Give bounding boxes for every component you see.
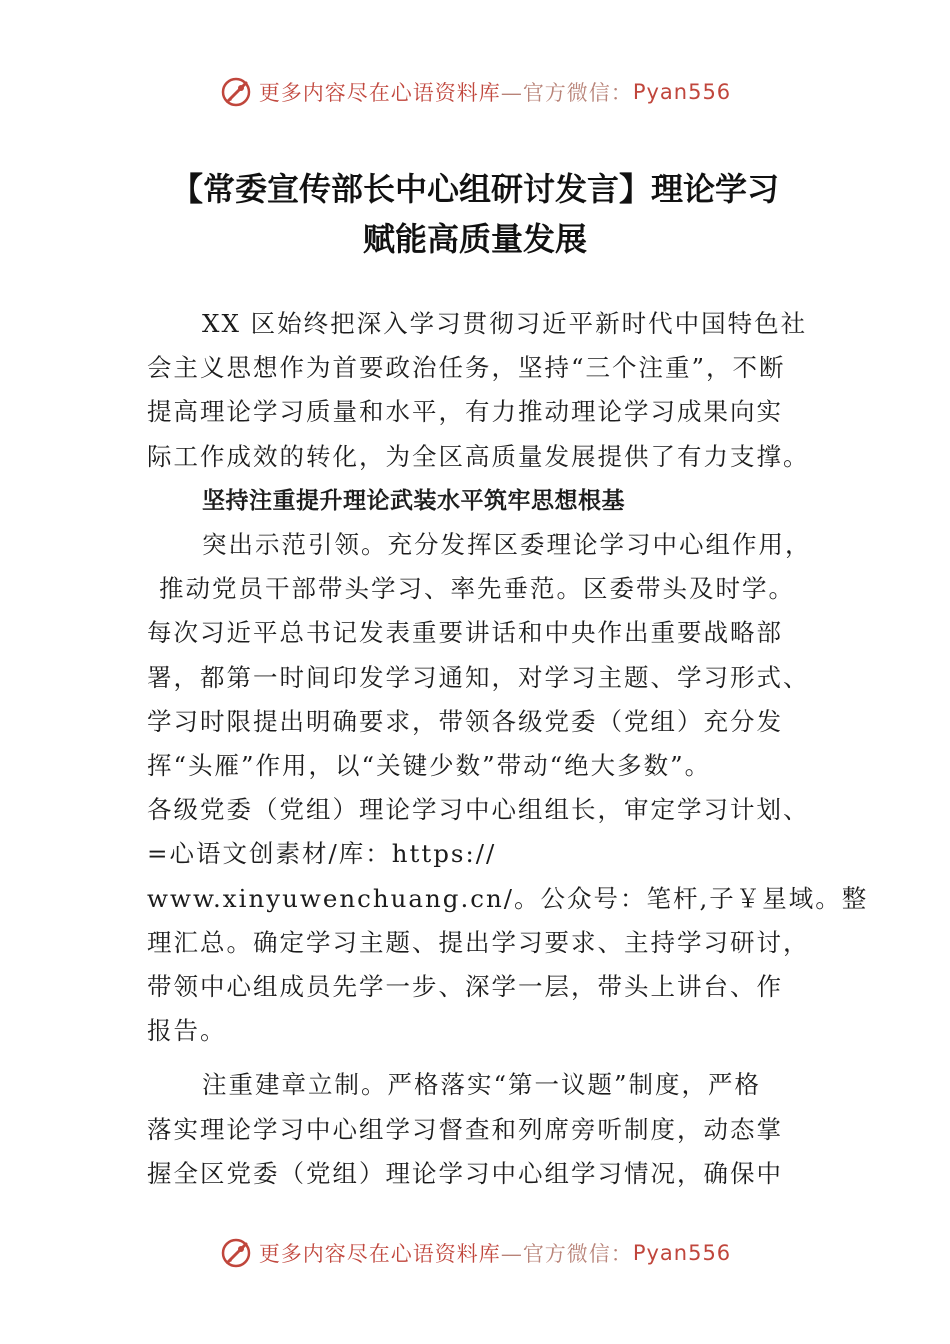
header-wechat-id: Pyan556: [632, 80, 732, 104]
header-banner: [0, 68, 950, 116]
pen-logo-icon: [219, 75, 253, 109]
p3-line-2: 落实理论学习中心组学习督查和列席旁听制度，动态掌: [147, 1114, 783, 1144]
p2-line-9: www.xinyuwenchuang.cn/。公众号：笔杆,子￥星域。整: [147, 883, 869, 913]
p2-line-8: =心语文创素材/库：https://: [147, 839, 497, 869]
p1-line-3: 提高理论学习质量和水平，有力推动理论学习成果向实: [147, 397, 783, 427]
footer-library-text: 更多内容尽在心语资料库: [258, 1242, 501, 1266]
header-library-text: 更多内容尽在心语资料库: [258, 81, 501, 105]
p2-line-12: 报告。: [147, 1016, 227, 1046]
p2-line-6: 挥“头雁”作用，以“关键少数”带动“绝大多数”。: [147, 751, 712, 781]
p2-line-3: 每次习近平总书记发表重要讲话和中央作出重要战略部: [147, 618, 783, 648]
p1-line-2: 会主义思想作为首要政治任务，坚持“三个注重”，不断: [147, 353, 786, 383]
document-title: [60, 164, 890, 264]
paragraph-gap: [147, 1053, 819, 1063]
footer-wechat-label: —官方微信：: [500, 1242, 633, 1266]
p2-line-7: 各级党委（党组）理论学习中心组组长，审定学习计划、: [147, 795, 810, 825]
p1-line-4: 际工作成效的转化，为全区高质量发展提供了有力支撑。: [147, 441, 810, 471]
p3-line-1: 注重建章立制。严格落实“第一议题”制度，严格: [202, 1070, 762, 1100]
title-line-2: 赋能高质量发展: [362, 220, 587, 258]
p3-line-3: 握全区党委（党组）理论学习中心组学习情况，确保中: [147, 1158, 783, 1188]
document-body: [147, 302, 869, 1196]
p2-line-10: 理汇总。确定学习主题、提出学习要求、主持学习研讨，: [147, 927, 810, 957]
p2-line-4: 署，都第一时间印发学习通知，对学习主题、学习形式、: [147, 662, 810, 692]
p2-line-5: 学习时限提出明确要求，带领各级党委（党组）充分发: [147, 706, 783, 736]
p2-line-1: 突出示范引领。充分发挥区委理论学习中心组作用，: [202, 530, 812, 560]
section-subheading: 坚持注重提升理论武装水平筑牢思想根基: [202, 487, 625, 514]
footer-banner: [0, 1229, 950, 1277]
p2-line-2: 推动党员干部带头学习、率先垂范。区委带头及时学。: [159, 574, 795, 604]
p2-line-11: 带领中心组成员先学一步、深学一层，带头上讲台、作: [147, 972, 783, 1002]
header-wechat-label: —官方微信：: [500, 81, 633, 105]
footer-wechat-id: Pyan556: [632, 1241, 732, 1265]
p1-line-1: XX 区始终把深入学习贯彻习近平新时代中国特色社: [202, 309, 808, 338]
pen-logo-icon: [219, 1236, 253, 1270]
title-line-1: 【常委宣传部长中心组研讨发言】理论学习: [170, 170, 779, 208]
